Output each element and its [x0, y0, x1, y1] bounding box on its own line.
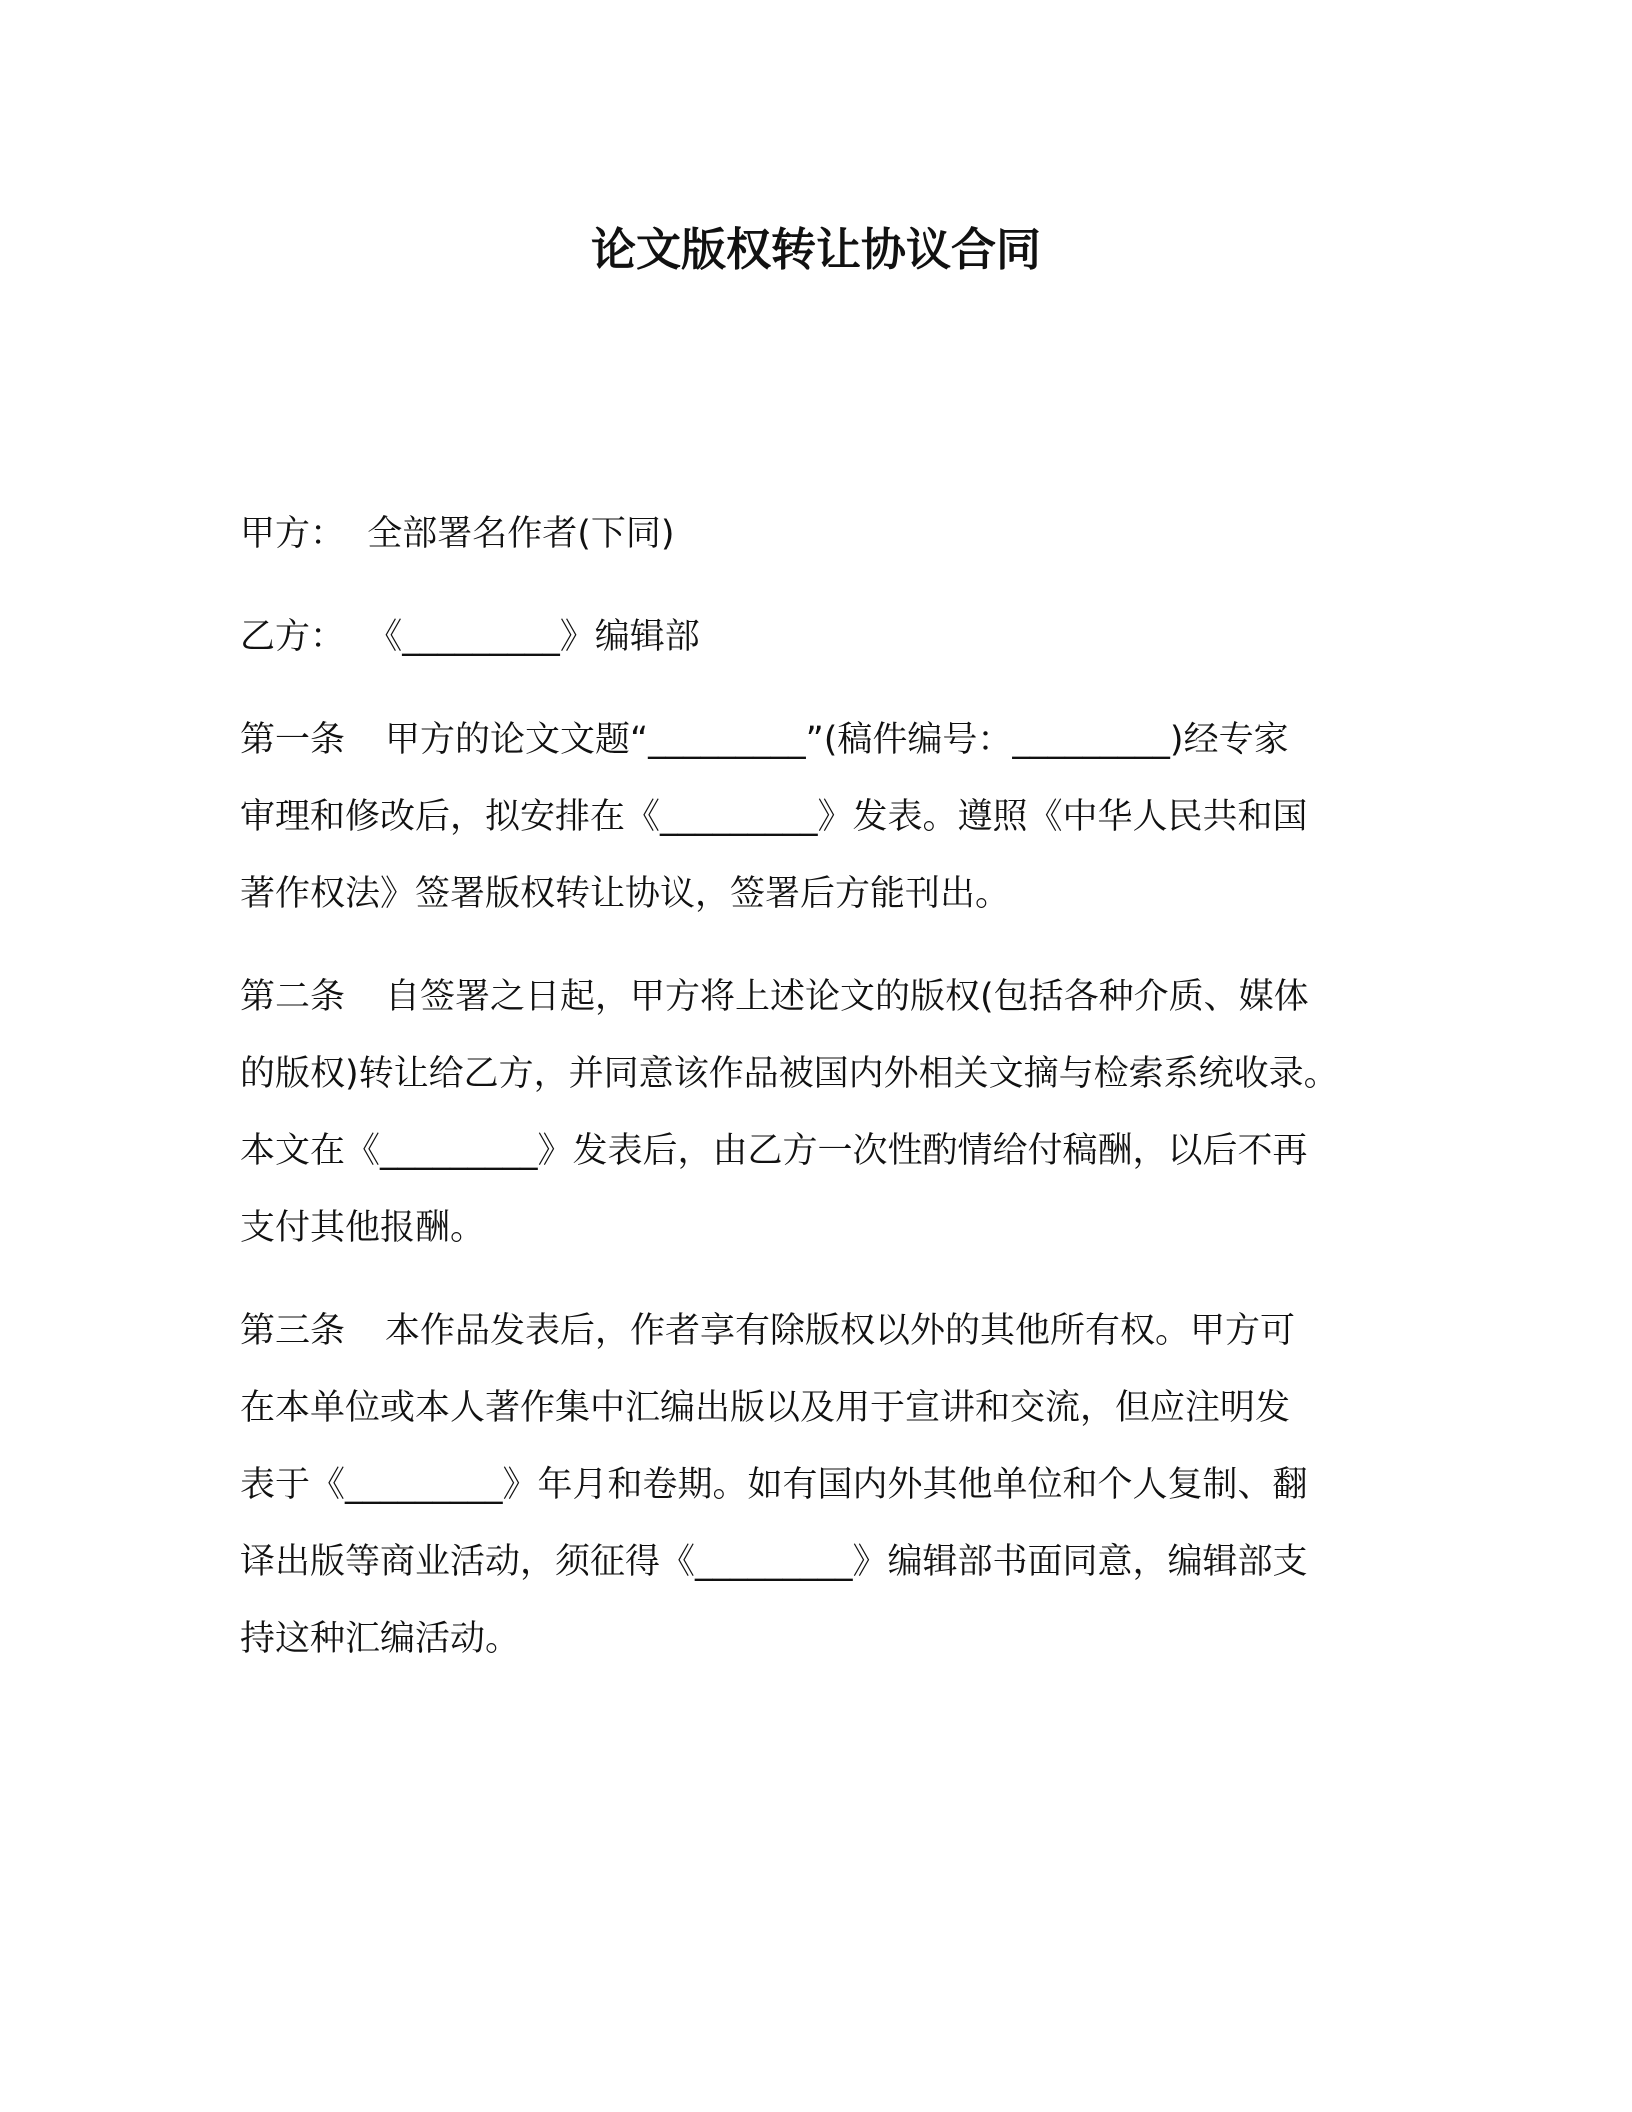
- party-a-label: 甲方：: [240, 514, 346, 554]
- document-body: [240, 496, 1400, 1704]
- article-line: 表于《_________》年月和卷期。如有国内外其他单位和个人复制、翻: [240, 1465, 1308, 1505]
- article-line: 持这种汇编活动。: [240, 1619, 521, 1659]
- article-line: 在本单位或本人著作集中汇编出版以及用于宣讲和交流，但应注明发: [240, 1388, 1291, 1428]
- article-line: 支付其他报酬。: [240, 1208, 486, 1248]
- party-b-line: [240, 599, 1400, 676]
- party-b-label: 乙方：: [240, 617, 346, 657]
- document-title: 论文版权转让协议合同: [590, 223, 1041, 276]
- article-heading: 第一条: [240, 720, 346, 760]
- party-a-value: 全部署名作者(下同): [367, 514, 675, 554]
- article-text: 本作品发表后，作者享有除版权以外的其他所有权。甲方可: [385, 1311, 1296, 1351]
- article-1: [240, 702, 1400, 933]
- article-line: 审理和修改后，拟安排在《_________》发表。遵照《中华人民共和国: [240, 797, 1308, 837]
- article-line: [240, 702, 1400, 779]
- article-line: 的版权)转让给乙方，并同意该作品被国内外相关文摘与检索系统收录。: [240, 1054, 1339, 1094]
- article-text: 自签署之日起，甲方将上述论文的版权(包括各种介质、媒体: [385, 977, 1309, 1017]
- article-text: 甲方的论文文题“_________”(稿件编号：_________)经专家: [385, 720, 1289, 760]
- party-a-line: [240, 496, 1400, 573]
- article-line: [240, 1293, 1400, 1370]
- article-2: [240, 959, 1400, 1267]
- article-heading: 第三条: [240, 1311, 346, 1351]
- article-heading: 第二条: [240, 977, 346, 1017]
- party-b-value: 《_________》编辑部: [367, 617, 700, 657]
- article-3: [240, 1293, 1400, 1678]
- article-line: 译出版等商业活动，须征得《_________》编辑部书面同意，编辑部支: [240, 1542, 1308, 1582]
- article-line: 著作权法》签署版权转让协议，签署后方能刊出。: [240, 874, 1011, 914]
- article-line: 本文在《_________》发表后，由乙方一次性酌情给付稿酬，以后不再: [240, 1131, 1308, 1171]
- article-line: [240, 959, 1400, 1036]
